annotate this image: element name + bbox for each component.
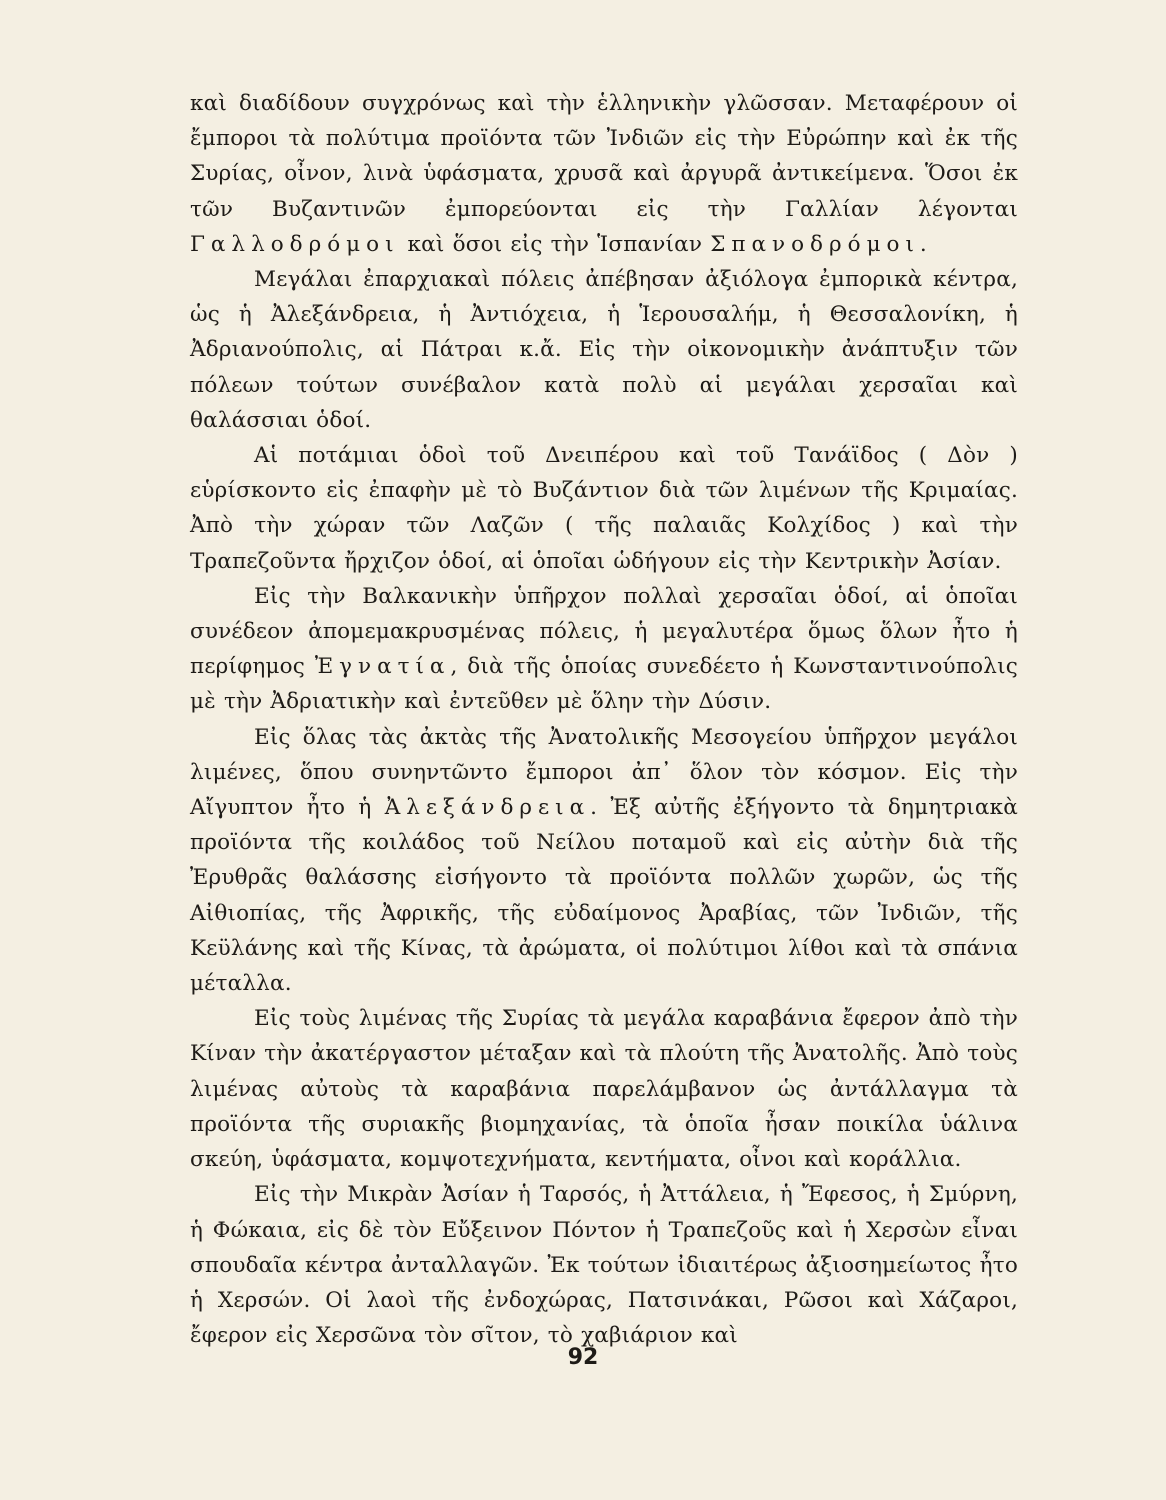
spaced-term-spanodromoi: Σπανοδρόμοι. xyxy=(710,231,933,257)
paragraph-2 xyxy=(190,262,1018,438)
text-run: Εἰς τὴν Μικρὰν Ἀσίαν ἡ Ταρσός, ἡ Ἀττάλεια, ἡ Ἔφεσος, ἡ Σμύρνη, ἡ Φώκαια, εἰς δὲ τὸν Εὔξεινον Πόντον ἡ Τραπεζοῦς καὶ ἡ Χερσὼν εἶναι σπουδαῖα κέντρα ἀνταλλαγῶν. Ἐκ τούτων ἰδιαιτέρως ἀξιοσημείωτος ἦτο ἡ Χερσών. Οἱ λαοὶ τῆς ἐνδοχώρας, Πατσινάκαι, Ρῶσοι καὶ Χάζαροι, ἔφερον εἰς Χερσῶνα τὸν σῖτον, τὸ χαβιάριον καὶ xyxy=(190,1182,1018,1349)
spaced-term-egnatia: Ἐγνατία xyxy=(314,654,451,680)
paragraph-1 xyxy=(190,86,1018,262)
text-run: Εἰς τὴν Βαλκανικὴν ὑπῆρχον πολλαὶ χερσαῖαι ὁδοί, αἱ ὁποῖαι συνέδεον ἀπομεμακρυσμένας πόλεις, ἡ μεγαλυτέρα ὅμως ὅλων ἦτο ἡ περίφημος xyxy=(190,583,1018,680)
text-run: Αἱ ποτάμιαι ὁδοὶ τοῦ Δνειπέρου καὶ τοῦ Τανάϊδος ( Δὸν ) εὑρίσκοντο εἰς ἐπαφὴν μὲ τὸ Βυζάντιον διὰ τῶν λιμένων τῆς Κριμαίας. Ἀπὸ τὴν χώραν τῶν Λαζῶν ( τῆς παλαιᾶς Κολχίδος ) καὶ τὴν Τραπεζοῦντα ἤρχιζον ὁδοί, αἱ ὁποῖαι ὡδήγουν εἰς τὴν Κεντρικὴν Ἀσίαν. xyxy=(190,443,1018,574)
text-run: Εἰς ὅλας τὰς ἀκτὰς τῆς Ἀνατολικῆς Μεσογείου ὑπῆρχον μεγάλοι λιμένες, ὅπου συνηντῶντο ἔμποροι ἀπ᾽ ὅλον τὸν κόσμον. Εἰς τὴν Αἴγυπτον ἦτο ἡ xyxy=(190,724,1018,821)
paragraph-7 xyxy=(190,1177,1018,1353)
page-number: 92 xyxy=(567,1345,599,1370)
spaced-term-alexandreia: Ἀλεξάνδρεια xyxy=(384,795,591,821)
paragraph-5 xyxy=(190,720,1018,1002)
page-body xyxy=(190,86,1018,1353)
text-run: καὶ ὅσοι εἰς τὴν Ἱσπανίαν xyxy=(399,231,711,257)
paragraph-3 xyxy=(190,438,1018,579)
text-run: Μεγάλαι ἐπαρχιακαὶ πόλεις ἀπέβησαν ἀξιόλογα ἐμπορικὰ κέντρα, ὡς ἡ Ἀλεξάνδρεια, ἡ Ἀντιόχεια, ἡ Ἱερουσαλήμ, ἡ Θεσσαλονίκη, ἡ Ἀδριανούπολις, αἱ Πάτραι κ.ἄ. Εἰς τὴν οἰκονομικὴν ἀνάπτυξιν τῶν πόλεων τούτων συνέβαλον κατὰ πολὺ αἱ μεγάλαι χερσαῖαι καὶ θαλάσσιαι ὁδοί. xyxy=(190,267,1018,433)
paragraph-4 xyxy=(190,579,1018,720)
text-run: . Ἐξ αὐτῆς ἐξήγοντο τὰ δημητριακὰ προϊόντα τῆς κοιλάδος τοῦ Νείλου ποταμοῦ καὶ εἰς αὐτὴν διὰ τῆς Ἐρυθρᾶς θαλάσσης εἰσήγοντο τὰ προϊόντα πολλῶν χωρῶν, ὡς τῆς Αἰθιοπίας, τῆς Ἀφρικῆς, τῆς εὐδαίμονος Ἀραβίας, τῶν Ἰνδιῶν, τῆς Κεϋλάνης καὶ τῆς Κίνας, τὰ ἀρώματα, οἱ πολύτιμοι λίθοι καὶ τὰ σπάνια μέταλλα. xyxy=(190,795,1018,997)
text-run: καὶ διαδίδουν συγχρόνως καὶ τὴν ἑλληνικὴν γλῶσσαν. Μεταφέρουν οἱ ἔμποροι τὰ πολύτιμα προϊόντα τῶν Ἰνδιῶν εἰς τὴν Εὐρώπην καὶ ἐκ τῆς Συρίας, οἶνον, λινὰ ὑφάσματα, χρυσᾶ καὶ ἀργυρᾶ ἀντικείμενα. Ὅσοι ἐκ τῶν Βυζαντινῶν ἐμπορεύονται εἰς τὴν Γαλλίαν λέγονται xyxy=(190,91,1018,222)
paragraph-6 xyxy=(190,1001,1018,1177)
spaced-term-gallodromoi: Γαλλοδρόμοι xyxy=(190,231,400,257)
text-run: Εἰς τοὺς λιμένας τῆς Συρίας τὰ μεγάλα καραβάνια ἔφερον ἀπὸ τὴν Κίναν τὴν ἀκατέργαστον μέταξαν καὶ τὰ πλούτη τῆς Ἀνατολῆς. Ἀπὸ τοὺς λιμένας αὐτοὺς τὰ καραβάνια παρελάμβανον ὡς ἀντάλλαγμα τὰ προϊόντα τῆς συριακῆς βιομηχανίας, τὰ ὁποῖα ἦσαν ποικίλα ὑάλινα σκεύη, ὑφάσματα, κομψοτεχνήματα, κεντήματα, οἶνοι καὶ κοράλλια. xyxy=(190,1006,1018,1173)
text-run: , διὰ τῆς ὁποίας συνεδέετο ἡ Κωνσταντινούπολις μὲ τὴν Ἀδριατικὴν καὶ ἐντεῦθεν μὲ ὅλην τὴν Δύσιν. xyxy=(190,654,1018,715)
